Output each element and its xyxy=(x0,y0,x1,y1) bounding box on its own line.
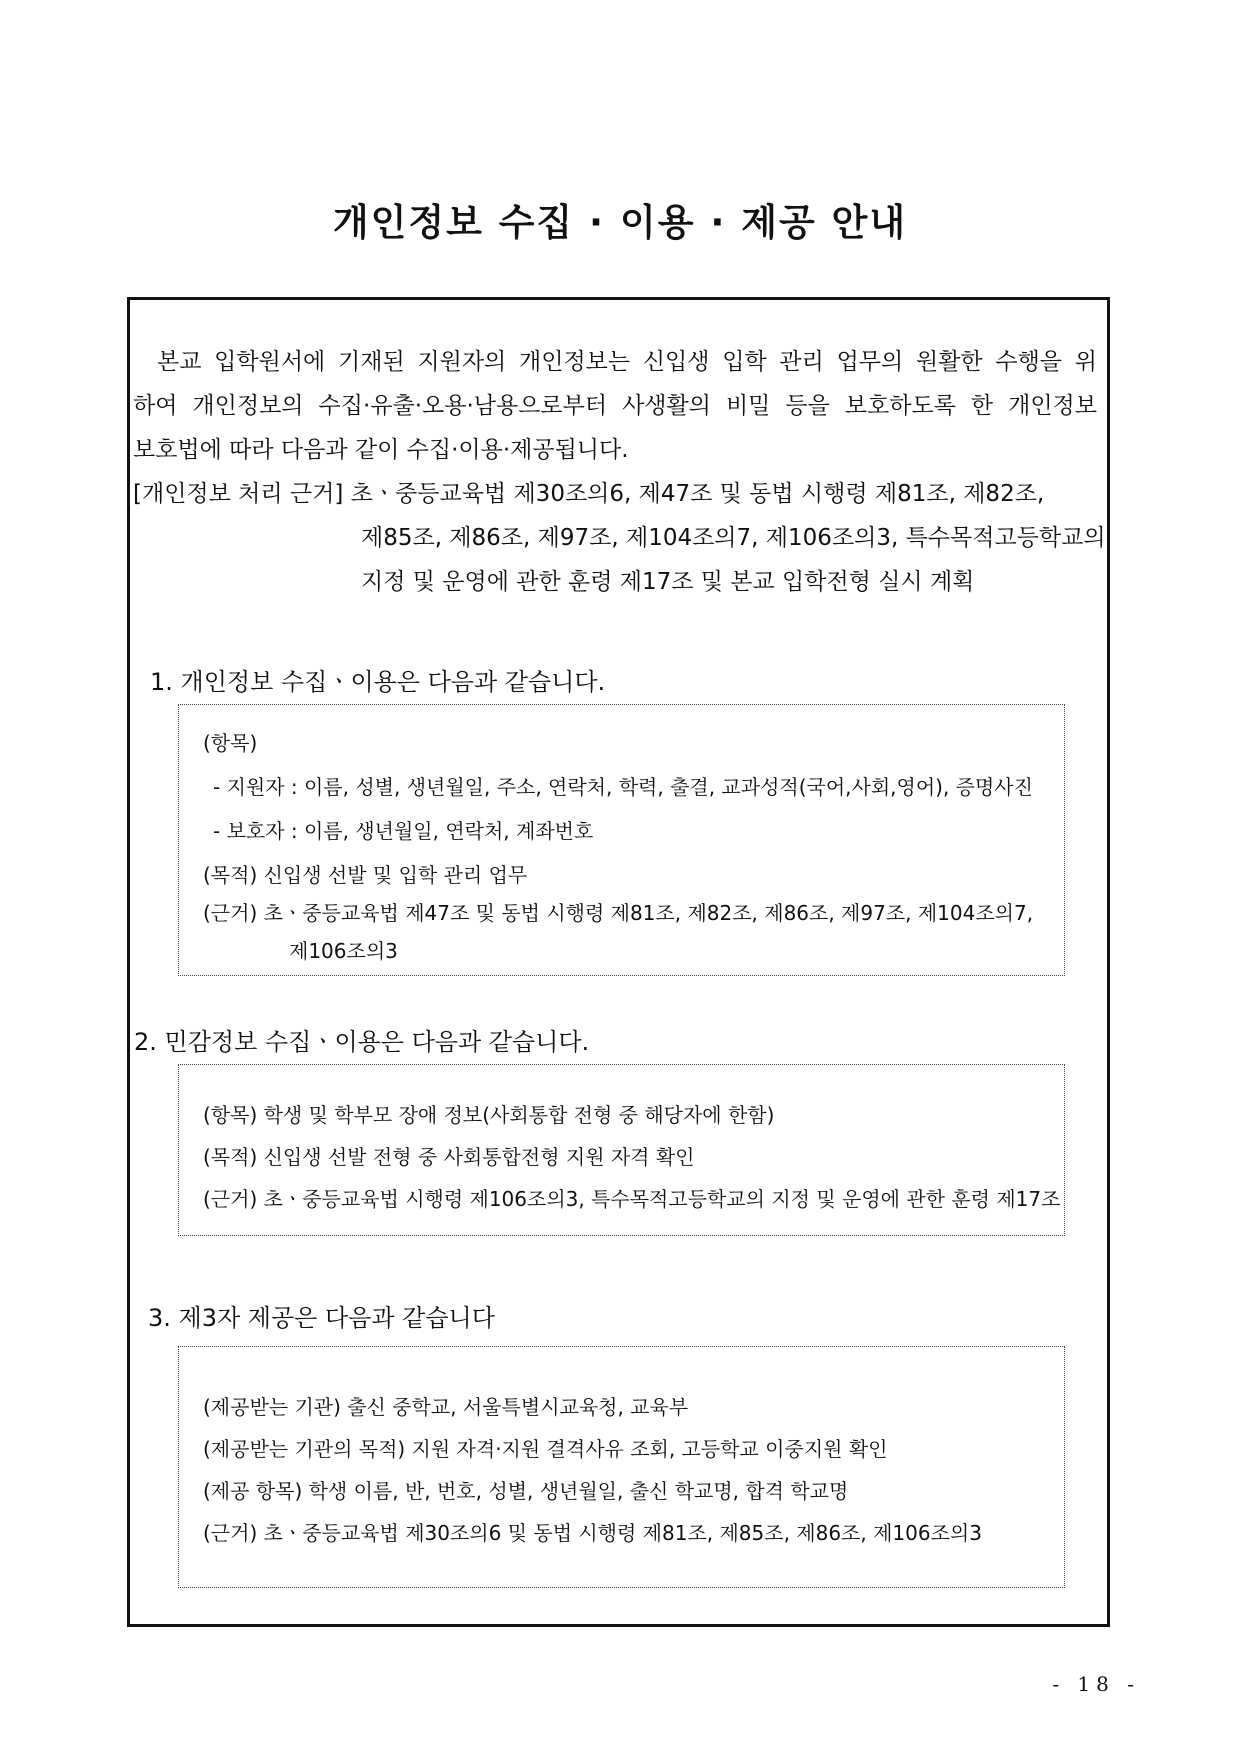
section3-items: (제공 항목) 학생 이름, 반, 번호, 성별, 생년월일, 출신 학교명, 합격 학교명 xyxy=(203,1479,849,1503)
page-number: - 18 - xyxy=(1052,1672,1140,1696)
section3-box xyxy=(178,1346,1065,1588)
section1-items-label: (항목) xyxy=(203,731,258,755)
section1-purpose: (목적) 신입생 선발 및 입학 관리 업무 xyxy=(203,863,528,887)
section1-guardian-items: - 보호자 : 이름, 생년월일, 연락처, 계좌번호 xyxy=(213,819,594,843)
section3-recipient: (제공받는 기관) 출신 중학교, 서울특별시교육청, 교육부 xyxy=(203,1395,689,1419)
section2-heading: 2. 민감정보 수집ㆍ이용은 다음과 같습니다. xyxy=(134,1028,590,1056)
section1-basis: (근거) 초ㆍ중등교육법 제47조 및 동법 시행령 제81조, 제82조, 제86조, 제97조, 제104조의7, xyxy=(203,901,1034,925)
section1-heading: 1. 개인정보 수집ㆍ이용은 다음과 같습니다. xyxy=(150,668,606,696)
intro-line-2: 하여 개인정보의 수집·유출·오용·남용으로부터 사생활의 비밀 등을 보호하도록 한 개인정보 xyxy=(133,393,1097,419)
section3-heading: 3. 제3자 제공은 다음과 같습니다 xyxy=(148,1304,495,1332)
section3-recipient-purpose: (제공받는 기관의 목적) 지원 자격·지원 결격사유 조회, 고등학교 이중지원 확인 xyxy=(203,1437,888,1461)
section2-box xyxy=(178,1064,1065,1236)
section1-applicant-items: - 지원자 : 이름, 성별, 생년월일, 주소, 연락처, 학력, 출결, 교과성적(국어,사회,영어), 증명사진 xyxy=(213,775,1033,799)
processing-basis-line-3: 지정 및 운영에 관한 훈령 제17조 및 본교 입학전형 실시 계획 xyxy=(361,569,975,595)
processing-basis-line-2: 제85조, 제86조, 제97조, 제104조의7, 제106조의3, 특수목적고등학교의 xyxy=(361,525,1106,551)
intro-line-3: 보호법에 따라 다음과 같이 수집·이용·제공됩니다. xyxy=(133,437,629,463)
section1-basis-cont: 제106조의3 xyxy=(289,939,398,963)
processing-basis-line-1: 초ㆍ중등교육법 제30조의6, 제47조 및 동법 시행령 제81조, 제82조, xyxy=(350,481,1045,507)
section3-basis: (근거) 초ㆍ중등교육법 제30조의6 및 동법 시행령 제81조, 제85조, 제86조, 제106조의3 xyxy=(203,1521,982,1545)
processing-basis-label: [개인정보 처리 근거] xyxy=(133,481,344,507)
section2-items: (항목) 학생 및 학부모 장애 정보(사회통합 전형 중 해당자에 한함) xyxy=(203,1103,775,1127)
section1-box xyxy=(178,704,1065,976)
processing-basis xyxy=(133,472,1111,516)
section2-purpose: (목적) 신입생 선발 전형 중 사회통합전형 지원 자격 확인 xyxy=(203,1145,695,1169)
intro-line-1: 본교 입학원서에 기재된 지원자의 개인정보는 신입생 입학 관리 업무의 원활한 수행을 위 xyxy=(157,349,1097,375)
page-title: 개인정보 수집 · 이용 · 제공 안내 xyxy=(332,201,908,244)
intro-paragraph xyxy=(133,340,1111,604)
section2-basis: (근거) 초ㆍ중등교육법 시행령 제106조의3, 특수목적고등학교의 지정 및 운영에 관한 훈령 제17조 xyxy=(203,1187,1061,1211)
